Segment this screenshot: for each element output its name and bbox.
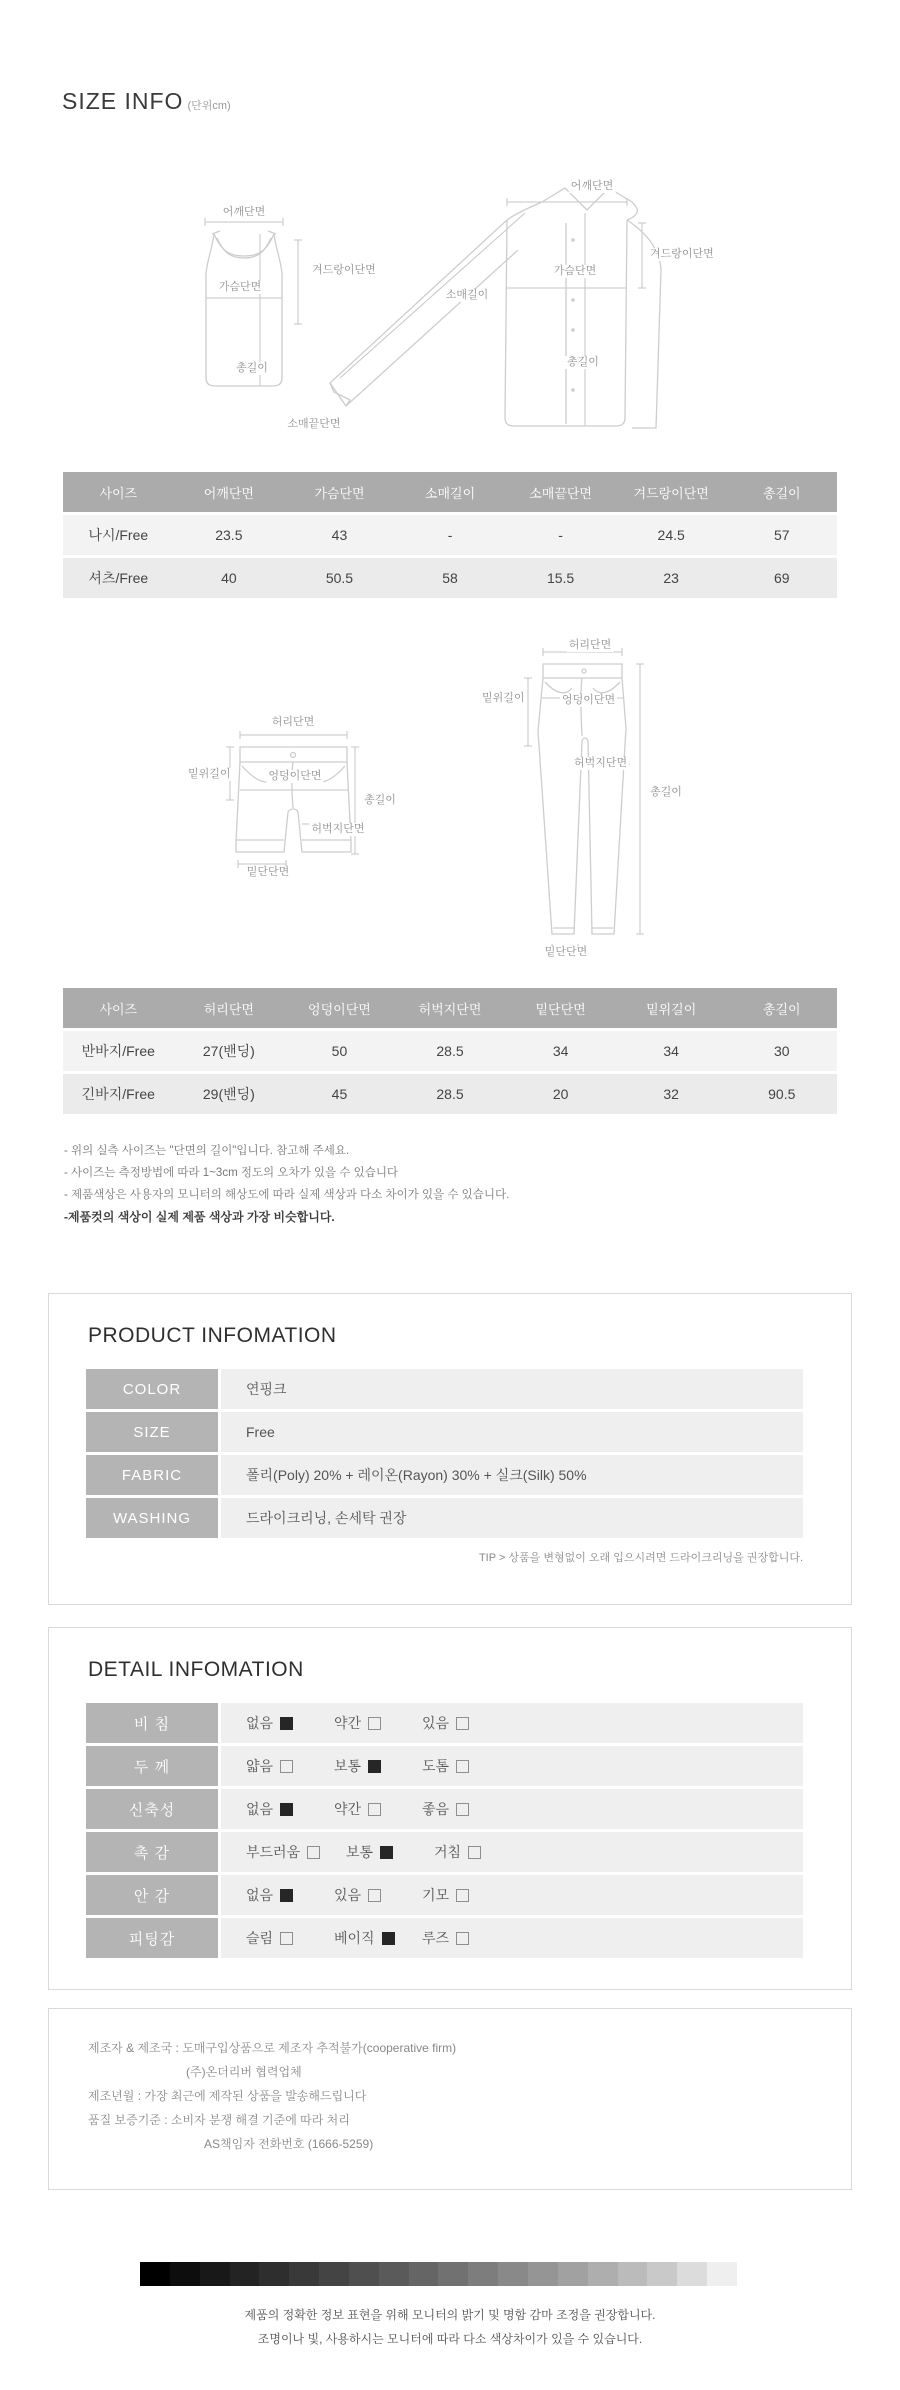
footer-line: 제조년월 : 가장 최근에 제작된 상품을 발송해드립니다 — [88, 2089, 367, 2103]
top-size-table — [63, 472, 837, 601]
note-line: - 제품색상은 사용자의 모니터의 해상도에 따라 실제 색상과 다소 차이가 있을 수 있습니다. — [64, 1189, 510, 1201]
option — [334, 1756, 422, 1776]
cell: 셔츠/Free — [88, 570, 149, 586]
grayscale-step — [379, 2262, 409, 2286]
option-text: 약간 — [334, 1715, 362, 1731]
row-value: 연핑크 — [221, 1369, 803, 1409]
cell: 34 — [663, 1043, 679, 1059]
col-header: 어깨단면 — [203, 485, 254, 501]
checkbox-icon — [468, 1846, 481, 1859]
checkbox-icon — [380, 1846, 393, 1859]
cell: 20 — [552, 1086, 569, 1102]
shorts-length-label: 총길이 — [364, 794, 396, 806]
grayscale-step — [528, 2262, 558, 2286]
row-options — [221, 1918, 803, 1958]
detail-row-seethrough — [86, 1703, 803, 1743]
cell: 58 — [442, 570, 458, 586]
checkbox-icon — [456, 1803, 469, 1816]
checkbox-icon — [280, 1889, 293, 1902]
option — [422, 1885, 510, 1905]
option-text: 보통 — [334, 1758, 362, 1774]
shirt-cuff-label: 소매끝단면 — [287, 418, 341, 430]
grayscale-step — [200, 2262, 230, 2286]
shirt-sleeve-label: 소매길이 — [445, 289, 489, 301]
cell: 반바지/Free — [81, 1043, 155, 1059]
option-text: 없음 — [246, 1801, 274, 1817]
option-text: 도톰 — [422, 1758, 450, 1774]
footer-line: 제조자 & 제조국 : 도매구입상품으로 제조자 추적불가(cooperative firm) — [88, 2041, 457, 2055]
footer-line: AS책임자 전화번호 (1666-5259) — [204, 2137, 374, 2151]
product-info-box — [48, 1293, 852, 1605]
cell: 28.5 — [436, 1043, 464, 1059]
row-options — [221, 1832, 803, 1872]
pants-length-label: 총길이 — [650, 786, 682, 798]
option — [434, 1842, 522, 1862]
bottom-table-header-row — [63, 988, 837, 1028]
option-text: 부드러움 — [246, 1844, 301, 1860]
shorts-rise-label: 밑위길이 — [188, 768, 231, 780]
cell: 43 — [331, 527, 348, 543]
row-label: COLOR — [86, 1369, 218, 1409]
pants-thigh-label: 허벅지단면 — [574, 757, 628, 769]
col-header: 사이즈 — [99, 485, 138, 501]
checkbox-icon — [456, 1889, 469, 1902]
option — [246, 1885, 334, 1905]
row-label: 신축성 — [86, 1789, 218, 1829]
shorts-thigh-label: 허벅지단면 — [311, 823, 365, 835]
cell: 69 — [773, 570, 790, 586]
cell: 15.5 — [546, 570, 575, 586]
pants-diagram — [518, 636, 668, 966]
product-info-row — [86, 1498, 803, 1538]
product-info-row — [86, 1455, 803, 1495]
col-header: 총길이 — [762, 1001, 801, 1017]
tank-length-label: 총길이 — [236, 362, 268, 374]
cell: 27(밴딩) — [202, 1043, 255, 1059]
option-text: 루즈 — [422, 1930, 450, 1946]
pants-rise-label: 밑위길이 — [482, 692, 525, 704]
monitor-notice-line: 조명이나 빛, 사용하시는 모니터에 따라 다소 색상차이가 있을 수 있습니다. — [257, 2332, 643, 2346]
shorts-hem-label: 밑단단면 — [246, 866, 290, 878]
cell: 50 — [331, 1043, 348, 1059]
checkbox-icon — [280, 1803, 293, 1816]
grayscale-step — [498, 2262, 528, 2286]
checkbox-icon — [280, 1760, 293, 1773]
option-text: 있음 — [334, 1887, 362, 1903]
checkbox-icon — [368, 1889, 381, 1902]
row-value: Free — [221, 1412, 803, 1452]
detail-row-lining — [86, 1875, 803, 1915]
grayscale-step — [230, 2262, 260, 2286]
grayscale-step — [170, 2262, 200, 2286]
table-row — [63, 1074, 837, 1114]
option — [246, 1842, 346, 1862]
option — [246, 1756, 334, 1776]
row-label: 비 침 — [86, 1703, 218, 1743]
option — [334, 1885, 422, 1905]
cell: 24.5 — [657, 527, 685, 543]
top-table-header-row — [63, 472, 837, 512]
option — [422, 1756, 510, 1776]
option — [346, 1842, 434, 1862]
option — [334, 1928, 422, 1948]
table-row — [63, 515, 837, 555]
cell: 28.5 — [436, 1086, 464, 1102]
note-line-bold: -제품컷의 색상이 실제 제품 색상과 가장 비슷합니다. — [64, 1210, 335, 1224]
cell: 29(밴딩) — [202, 1086, 255, 1102]
cell: 23.5 — [215, 527, 243, 543]
col-header: 밑단단면 — [535, 1001, 586, 1017]
checkbox-icon — [280, 1717, 293, 1730]
detail-info-title: DETAIL INFOMATION — [88, 1658, 304, 1681]
cell: 긴바지/Free — [81, 1086, 155, 1102]
grayscale-calibration-bar — [140, 2262, 737, 2286]
detail-row-fit — [86, 1918, 803, 1958]
cell: 32 — [663, 1086, 679, 1102]
tank-chest-label: 가슴단면 — [218, 281, 262, 293]
checkbox-icon — [280, 1932, 293, 1945]
pants-waist-label: 허리단면 — [568, 639, 612, 651]
detail-row-texture — [86, 1832, 803, 1872]
checkbox-icon — [456, 1932, 469, 1945]
cell: 나시/Free — [88, 527, 149, 543]
grayscale-step — [647, 2262, 677, 2286]
washing-tip: TIP > 상품을 변형없이 오래 입으시려면 드라이크리닝을 권장합니다. — [478, 1552, 803, 1564]
pants-hem-label: 밑단단면 — [544, 946, 588, 958]
option-text: 베이직 — [334, 1930, 375, 1946]
checkbox-icon — [368, 1717, 381, 1730]
row-label: 촉 감 — [86, 1832, 218, 1872]
row-label: SIZE — [86, 1412, 218, 1452]
row-options — [221, 1746, 803, 1786]
cell: 40 — [221, 570, 237, 586]
note-line: - 위의 실측 사이즈는 "단면의 길이"입니다. 참고해 주세요. — [64, 1145, 350, 1157]
col-header: 사이즈 — [99, 1001, 138, 1017]
option-text: 있음 — [422, 1715, 450, 1731]
checkbox-icon — [368, 1803, 381, 1816]
row-label: WASHING — [86, 1498, 218, 1538]
grayscale-step — [140, 2262, 170, 2286]
footer-line: (주)온더리버 협력업체 — [186, 2065, 302, 2079]
row-options — [221, 1703, 803, 1743]
checkbox-icon — [368, 1760, 381, 1773]
product-info-row — [86, 1412, 803, 1452]
option-text: 거침 — [434, 1844, 462, 1860]
note-line: - 사이즈는 측정방법에 따라 1~3cm 정도의 오차가 있을 수 있습니다 — [64, 1167, 399, 1179]
grayscale-step — [259, 2262, 289, 2286]
option — [246, 1799, 334, 1819]
size-unit-label: (단위cm) — [187, 100, 231, 112]
grayscale-step — [409, 2262, 439, 2286]
shorts-hip-label: 엉덩이단면 — [268, 770, 322, 782]
detail-row-elasticity — [86, 1789, 803, 1829]
table-row — [63, 558, 837, 598]
cell: 45 — [331, 1086, 348, 1102]
option-text: 약간 — [334, 1801, 362, 1817]
grayscale-step — [558, 2262, 588, 2286]
cell: - — [447, 527, 453, 543]
option — [334, 1713, 422, 1733]
col-header: 허리단면 — [203, 1001, 254, 1017]
cell: 34 — [552, 1043, 569, 1059]
cell: 30 — [773, 1043, 790, 1059]
option-text: 보통 — [346, 1844, 374, 1860]
grayscale-step — [289, 2262, 319, 2286]
cell: 57 — [773, 527, 790, 543]
option-text: 슬림 — [246, 1930, 274, 1946]
grayscale-step — [349, 2262, 379, 2286]
grayscale-step — [588, 2262, 618, 2286]
bottom-size-table — [63, 988, 837, 1117]
grayscale-step — [618, 2262, 648, 2286]
col-header: 소매끝단면 — [529, 485, 592, 501]
col-header: 허벅지단면 — [418, 1001, 482, 1017]
grayscale-step — [677, 2262, 707, 2286]
option-text: 기모 — [422, 1887, 450, 1903]
col-header: 소매길이 — [424, 485, 476, 501]
cell: 23 — [663, 570, 679, 586]
checkbox-icon — [307, 1846, 320, 1859]
option-text: 없음 — [246, 1887, 274, 1903]
detail-info-table — [86, 1703, 803, 1961]
col-header: 밑위길이 — [646, 1001, 697, 1017]
row-label: 피팅감 — [86, 1918, 218, 1958]
cell: - — [558, 527, 563, 543]
size-info-title-text: SIZE INFO — [62, 88, 184, 114]
detail-row-thickness — [86, 1746, 803, 1786]
col-header: 엉덩이단면 — [308, 1001, 371, 1017]
shirt-armpit-label: 겨드랑이단면 — [650, 248, 714, 260]
option — [246, 1928, 334, 1948]
row-options — [221, 1875, 803, 1915]
option — [422, 1713, 510, 1733]
row-options — [221, 1789, 803, 1829]
detail-info-box — [48, 1627, 852, 1990]
tank-shoulder-label: 어깨단면 — [222, 206, 266, 218]
checkbox-icon — [456, 1760, 469, 1773]
checkbox-icon — [382, 1932, 395, 1945]
pants-hip-label: 엉덩이단면 — [562, 694, 616, 706]
grayscale-step — [438, 2262, 468, 2286]
option — [334, 1799, 422, 1819]
cell: 50.5 — [325, 570, 354, 586]
shirt-diagram — [270, 178, 670, 443]
grayscale-step — [707, 2262, 737, 2286]
product-info-title: PRODUCT INFOMATION — [88, 1324, 337, 1347]
row-value: 폴리(Poly) 20% + 레이온(Rayon) 30% + 실크(Silk) 50% — [221, 1455, 803, 1495]
option — [422, 1799, 510, 1819]
shirt-length-label: 총길이 — [567, 356, 599, 368]
cell: 90.5 — [768, 1086, 796, 1102]
checkbox-icon — [456, 1717, 469, 1730]
product-info-row — [86, 1369, 803, 1409]
monitor-notice-line: 제품의 정확한 정보 표현을 위해 모니터의 밝기 및 명함 감마 조정을 권장합니다. — [244, 2308, 656, 2322]
col-header: 총길이 — [762, 485, 801, 501]
footer-line: 품질 보증기준 : 소비자 분쟁 해결 기준에 따라 처리 — [88, 2113, 350, 2127]
size-notes — [64, 1140, 509, 1228]
grayscale-step — [468, 2262, 498, 2286]
option-text: 얇음 — [246, 1758, 274, 1774]
table-row — [63, 1031, 837, 1071]
row-label: 두 께 — [86, 1746, 218, 1786]
size-info-title — [62, 88, 231, 115]
row-value: 드라이크리닝, 손세탁 권장 — [221, 1498, 803, 1538]
manufacturer-box — [48, 2008, 852, 2190]
shirt-shoulder-label: 어깨단면 — [570, 180, 614, 192]
col-header: 가슴단면 — [314, 485, 365, 501]
col-header: 겨드랑이단면 — [633, 485, 709, 501]
row-label: 안 감 — [86, 1875, 218, 1915]
row-label: FABRIC — [86, 1455, 218, 1495]
option — [422, 1928, 510, 1948]
option-text: 없음 — [246, 1715, 274, 1731]
option-text: 좋음 — [422, 1801, 450, 1817]
option — [246, 1713, 334, 1733]
grayscale-step — [319, 2262, 349, 2286]
tank-armpit-label: 겨드랑이단면 — [312, 264, 376, 276]
product-info-table — [86, 1369, 803, 1541]
shorts-waist-label: 허리단면 — [271, 716, 315, 728]
shirt-chest-label: 가슴단면 — [553, 265, 597, 277]
